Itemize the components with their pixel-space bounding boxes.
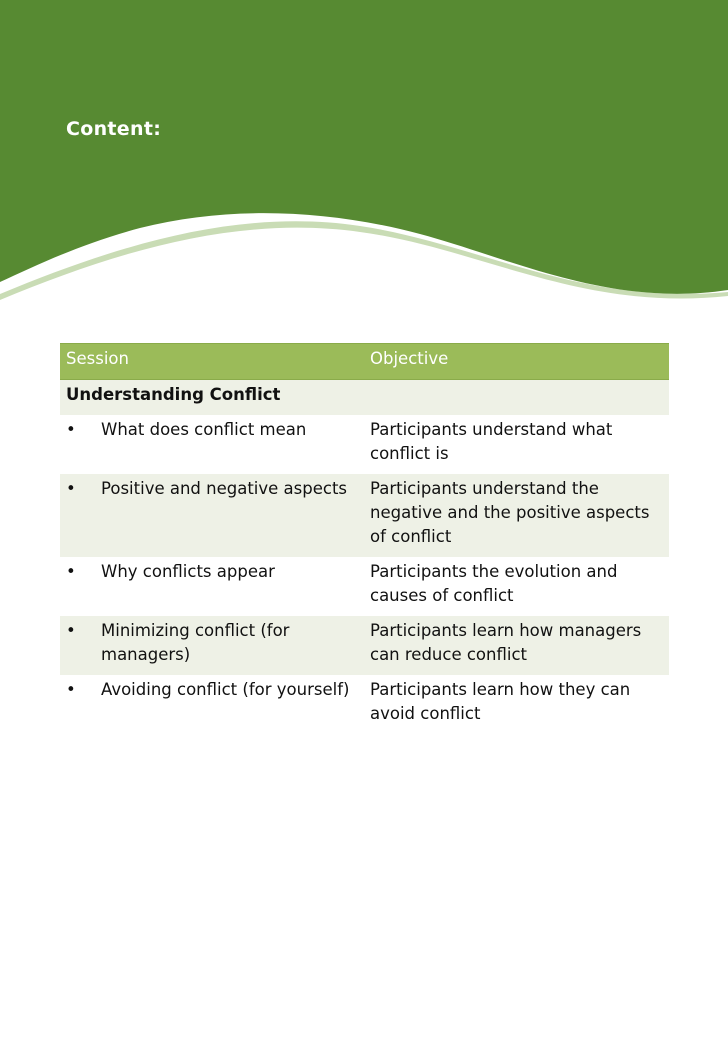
bullet-icon: • xyxy=(66,479,76,498)
content-table xyxy=(60,343,669,734)
bullet-icon: • xyxy=(66,562,76,581)
session-cell xyxy=(60,557,364,616)
objective-cell: Participants learn how they can avoid conflict xyxy=(370,680,631,723)
session-cell xyxy=(60,616,364,675)
objective-cell: Participants the evolution and causes of conflict xyxy=(370,562,618,605)
session-text: What does conflict mean xyxy=(101,420,307,439)
table-row xyxy=(60,557,669,616)
header-banner xyxy=(0,0,728,310)
objective-cell: Participants understand what conflict is xyxy=(370,420,613,463)
session-text: Avoiding conflict (for yourself) xyxy=(101,680,350,699)
column-header-session: Session xyxy=(60,344,364,380)
session-cell xyxy=(60,415,364,474)
objective-cell: Participants learn how managers can reduce conflict xyxy=(364,616,669,675)
table-row xyxy=(60,474,669,557)
bullet-icon: • xyxy=(66,621,76,640)
table-row xyxy=(60,415,669,474)
section-title: Understanding Conflict xyxy=(60,380,364,416)
section-row xyxy=(60,380,669,416)
bullet-icon: • xyxy=(66,680,76,699)
wave-banner-graphic xyxy=(0,0,728,310)
bullet-icon: • xyxy=(66,420,76,439)
page-title: Content: xyxy=(66,118,162,140)
section-empty-cell xyxy=(364,380,669,416)
table-header-row xyxy=(60,344,669,380)
objective-cell: Participants understand the negative and the positive aspects of conflict xyxy=(364,474,669,557)
session-text: Why conflicts appear xyxy=(101,562,275,581)
session-cell xyxy=(60,474,364,557)
column-header-objective: Objective xyxy=(364,344,669,380)
session-cell xyxy=(60,675,364,734)
session-text: Minimizing conflict (for managers) xyxy=(101,621,290,664)
table-row xyxy=(60,616,669,675)
table-row xyxy=(60,675,669,734)
session-text: Positive and negative aspects xyxy=(101,479,348,498)
